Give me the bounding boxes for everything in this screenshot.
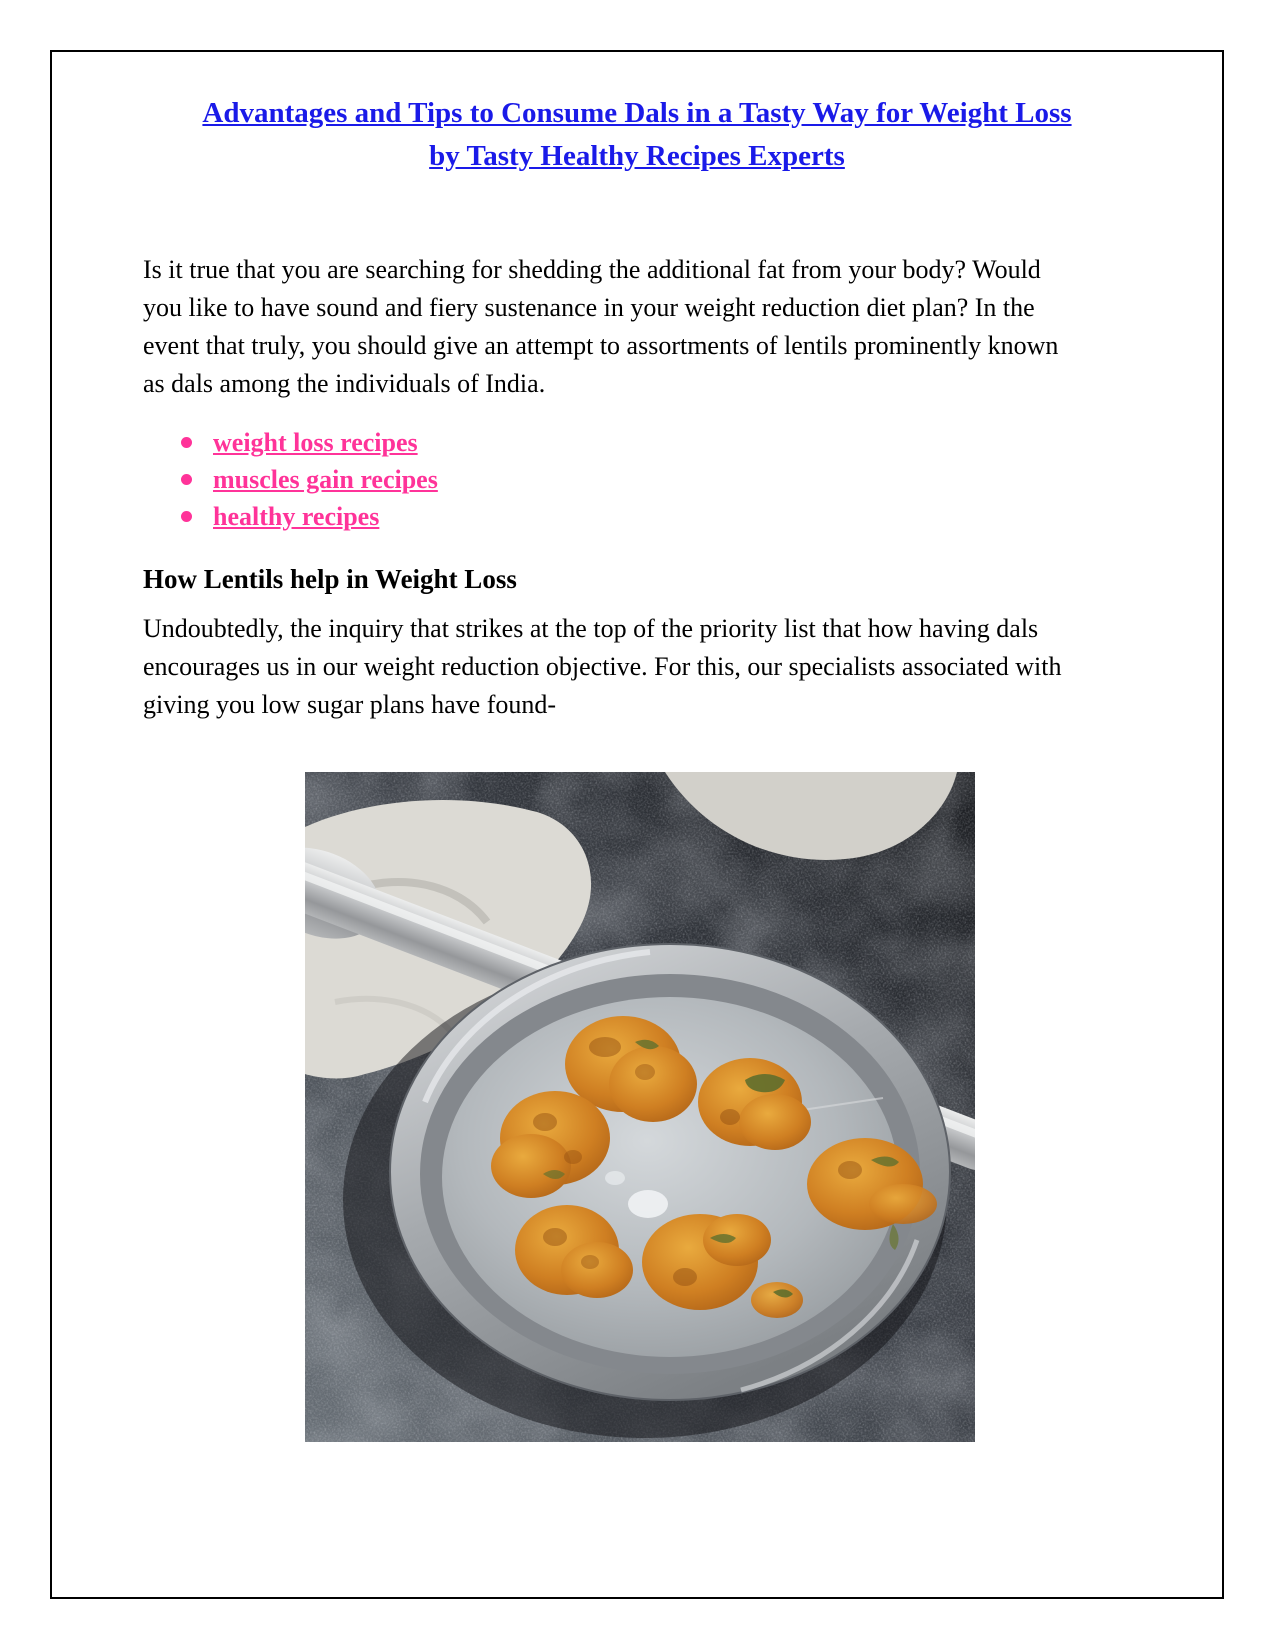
food-photo (305, 772, 975, 1442)
list-item (181, 424, 438, 461)
link-healthy-recipes[interactable]: healthy recipes (213, 501, 380, 531)
list-item (181, 461, 438, 498)
title-link-line1[interactable]: Advantages and Tips to Consume Dals in a Tasty Way for Weight Loss (202, 97, 1072, 129)
recipe-links-list (181, 424, 438, 535)
bullet-icon (181, 474, 192, 485)
title-link-line2[interactable]: by Tasty Healthy Recipes Experts (429, 140, 845, 172)
link-weight-loss-recipes[interactable]: weight loss recipes (213, 427, 418, 457)
bullet-icon (181, 511, 192, 522)
intro-paragraph: Is it true that you are searching for shedding the additional fat from your body? Would you like to have sound and fiery sustenance in your weight reduction diet plan? In the event that truly, you should give an attempt to assortments of lentils prominently known as dals among the individuals of India. (143, 255, 1059, 398)
section-heading: How Lentils help in Weight Loss (143, 564, 517, 594)
body-paragraph: Undoubtedly, the inquiry that strikes at the top of the priority list that how having dals encourages us in our weight reduction objective. For this, our specialists associated with giving you low sugar plans have found- (143, 614, 1062, 719)
list-item (181, 498, 438, 535)
bullet-icon (181, 437, 192, 448)
article-title (50, 92, 1224, 178)
link-muscles-gain-recipes[interactable]: muscles gain recipes (213, 464, 438, 494)
